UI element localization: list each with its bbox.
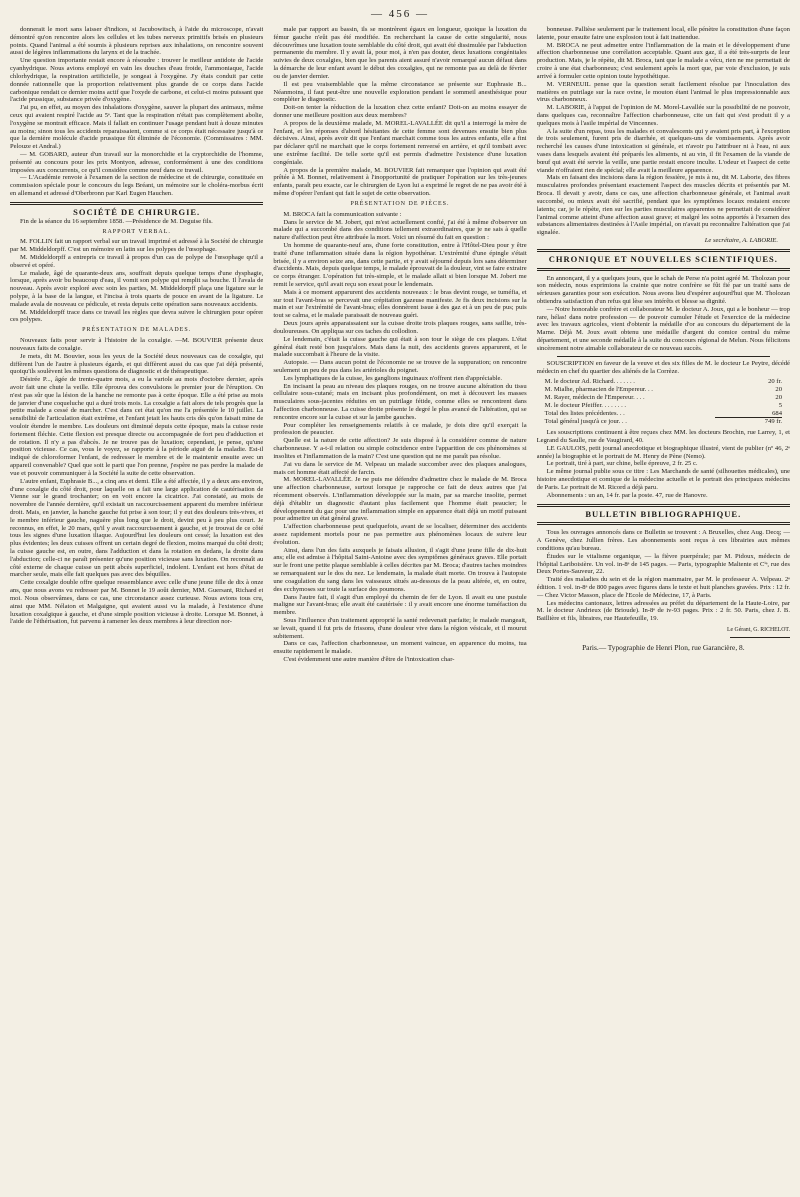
paragraph: En annonçant, il y a quelques jours, que le schah de Perse n'a point agréé M. Tholozan pour son médecin, nous exprimions la crainte que notre confrère se fût fié par un traité sans de sérieuses garanties pour son exécution. Nous avons lieu d'espérer aujourd'hui que M. Tholozan obtiendra satisfaction d'un refus qui lèse ses intérêts et blesse sa dignité. [536, 274, 790, 305]
paragraph: Dans l'autre fait, il s'agit d'un employé du chemin de fer de Lyon. Il avait eu une pustule maligne sur l'avant-bras; elle avait été cautérisée : il y avait encore une énorme tuméfaction du membre. [273, 593, 527, 617]
total-amount: 749 fr. [764, 418, 782, 426]
row-label: M. le docteur Ad. Richard. . . . . . . [544, 378, 635, 386]
paragraph: A la suite d'un repas, tous les malades et convalescents qui y avaient pris part, à l'exception de trois seulement, furent pris de diarrhée, et quelques-uns de vomissements. Après avoir recherché les causes d'une intoxication si générale, et n'avoir pu l'attribuer ni à l'eau, ni aux vases dans lesquels avaient été préparés les aliments, ni au vin, il fit l'examen de la viande de bœuf qui avait été servie la veille, une partie restait encore inculte. L'odeur et l'aspect de cette viande n'offraient rien de spécial; elle avait la meilleure apparence. [536, 127, 790, 174]
column-1 [10, 26, 263, 1172]
subheading: RAPPORT VERBAL. [102, 228, 171, 235]
paragraph: Sous l'influence d'un traitement approprié la santé redevenait parfaite; le malade mangeait, se levait, quand il fut pris de frissons, d'une douleur vive dans la région vésicale, et il mourut subitement. [273, 616, 527, 640]
section-heading: BULLETIN BIBLIOGRAPHIQUE. [585, 508, 742, 519]
paragraph: Tous les ouvrages annoncés dans ce Bulletin se trouvent : A Bruxelles, chez Aug. Decq; — A Genève, chez Jullien frères. Les abonnements sont reçus à ces librairies aux mêmes conditions qu'au bureau. [536, 529, 790, 552]
paragraph: Quelle est la nature de cette affection? Je suis disposé à la considérer comme de nature charbonneuse. Y a-t-il relation ou simple coïncidence entre l'apparition de ces phénomènes si insolites et l'inflammation de la main? C'est une question qui ne me paraît pas résolue. [273, 437, 527, 460]
paragraph: L'affection charbonneuse peut quelquefois, avant de se localiser, déterminer des accidents assez rapidement mortels pour ne pas permettre aux phénomènes locaux de suivre leur évolution. [273, 523, 527, 546]
double-rule [10, 202, 263, 205]
bibliography-entry: Traité des maladies du sein et de la région mammaire, par M. le professeur A. Velpeau. 2ᵉ édition. 1 vol. in-8ᵉ de 800 pages avec figures dans le texte et huit planches gravées. Prix : 12 fr. — Chez Victor Masson, place de l'Ecole de Médecine, 17, à Paris. [536, 576, 790, 599]
subscription-row [545, 386, 782, 394]
paragraph: LE GAULOIS, petit journal anecdotique et biographique illustré, vient de publier (nº 46, 2ᵉ année) la biographie et le portrait de M. Henry de Pène (Nemo). [536, 444, 790, 460]
paragraph: Le malade, âgé de quarante-deux ans, souffrait depuis quelque temps d'une dysphagie, lorsque, après avoir bu beaucoup d'eau, il vomit son polype qui remplit sa bouche. Il l'avala de nouveau. Après avoir exploré avec soin les parties, M. Middeldorpff plaça une ligature sur le polype, à la base de la langue, et l'incisa à trois quarts de pouce en avant de la ligature. Le malade avala de nouveau ce pédicule, et resta depuis cette opération sans nouveaux accidents. [10, 269, 264, 308]
secretary-signature: Le secrétaire, A. LABORIE. [704, 236, 778, 244]
row-amount: 684 [772, 409, 782, 417]
paragraph: M. Middeldorpff trace dans ce travail les règles que devra suivre le chirurgien pour opérer ces polypes. [10, 308, 264, 324]
row-label: M. le docteur Pfeiffer. . . . . . . . [544, 401, 627, 409]
row-label: M. Rayer, médecin de l'Empereur. . . . [544, 393, 645, 401]
bibliography-entry: Études sur le vitalisme organique, — la fièvre puerpérale; par M. Pidoux, médecin de l'hôpital Lariboisière. Un vol. in-8ᵉ de 145 pages. — Paris, typographie Maltente et Cⁱᵉ, rue des Deux Portes-Sauveur, 22. [536, 552, 790, 576]
paragraph: M. LABORIE, à l'appui de l'opinion de M. Morel-Lavallée sur la possibilité de ne pouvoir, dans quelques cas, reconnaître l'affection charbonneuse, cite un fait qui s'est produit il y a quelques mois à l'asile impérial de Vincennes. [536, 104, 790, 127]
paragraph: M. BROCA ne peut admettre entre l'inflammation de la main et le développement d'une affection charbonneuse une corrélation acceptable. Quant aux gaz, il a été très-surpris de leur production. Mais, je le répète, dit M. Broca, tant que le malade a vécu, rien ne me permettait de croire à une état charbonneux; c'est seulement après la mort que, par voie d'exclusion, je suis arrivé à formuler cette opinion toute hypothétique. [536, 41, 790, 80]
paragraph: male par rapport au bassin, ils se montrèrent égaux en longueur, quoique la luxation du fémur gauche n'eût pas été modifiée. En recherchant la cause de cette singularité, nous découvrîmes une luxation toute semblable du côté droit, qui avait été dissimulée par l'abduction permanente du membre. Il y avait là, pour moi, à n'en pas douter, deux luxations congénitales suivies de deux coxalgies, bien que les parents aient assuré n'avoir remarqué aucun défaut dans la démarche de leur enfant avant le début des coxalgies, qui ne remonte pas au delà de février ou de janvier dernier. [273, 26, 527, 80]
paragraph: Pour compléter les renseignements relatifs à ce malade, je dois dire qu'il exerçait la profession de peaucier. [273, 421, 527, 437]
paragraph: Je mets, dit M. Bouvier, sous les yeux de la Société deux nouveaux cas de coxalgie, qui diffèrent l'un de l'autre à plusieurs égards, et qui diffèrent aussi du cas que j'ai déjà présenté, quoiqu'ils soulèvent les mêmes questions de diagnostic et de thérapeutique. [10, 352, 264, 376]
paragraph: J'ai vu dans le service de M. Velpeau un malade succomber avec des plaques analogues, mais cet homme était affecté de farcin. [273, 460, 527, 476]
paragraph: A propos de la première malade, M. BOUVIER fait remarquer que l'opinion qui avait été prêtée à M. Bonnet, relativement à l'inopportunité de pratiquer l'opération sur les très-jeunes enfants, paraît peu exacte, car le chirurgien de Lyon lui a exprimé le regret de ne pas avoir été à même d'opérer l'enfant qui fait le sujet de cette observation. [273, 166, 527, 198]
row-label: M. Mialhe, pharmacien de l'Empereur. . . [544, 386, 653, 394]
row-label: Total des listes précédentes. . . [544, 409, 625, 417]
paragraph: Il est peu vraisemblable que la même circonstance se présente sur Euphrasie B... Néanmoins, il faut peut-être une nouvelle exploration pendant le sommeil anesthésique pour compléter le diagnostic. [273, 80, 527, 104]
column-2 [273, 26, 526, 1172]
newspaper-page [10, 8, 790, 1178]
paragraph: — Notre honorable confrère et collaborateur M. le docteur A. Joux, qui a le bonheur — trop rare, hélas! dans notre profession — de pouvoir cumuler l'étude et l'exercice de la médecine avec les travaux agricoles, vient d'obtenir la médaille d'or au concours du département de la Marne. Déjà M. Joux avait obtenu une médaille d'argent du comice central du même département, et une seconde médaille à la suite du concours régional de Melun. Nous félicitons sincèrement notre aimable collaborateur de ce nouveau succès. [536, 305, 790, 352]
subscription-total [545, 418, 782, 426]
double-rule [537, 249, 790, 252]
paragraph: C'est évidemment une autre manière d'être de l'intoxication char- [283, 656, 455, 663]
paragraph: Mais à ce moment apparurent des accidents nouveaux : le bras devint rouge, se tuméfia, et sur tout l'avant-bras se percevait une crépitation gazeuse manifeste. Je fis deux incisions sur la main et sur l'extrémité de l'avant-bras; elles donnèrent issue à des gaz et à un peu de pus; puis tout se calma, et le malade paraissait de nouveau guéri. [273, 288, 527, 320]
paragraph: M. FOLLIN fait un rapport verbal sur un travail imprimé et adressé à la Société de chirurgie par M. Middeldorpff. C'est un mémoire en latin sur les polypes de l'œsophage. [10, 238, 264, 254]
subscription-table [545, 378, 782, 426]
paragraph: — L'Académie renvoie à l'examen de la section de médecine et de chirurgie, constituée en commission spéciale pour le concours du legs Bréant, un mémoire sur le choléra-morbus écrit en allemand et adressé d'Oberbronn par Karl Eugen Hauchen. [10, 174, 264, 198]
paragraph: Une question importante restait encore à résoudre : trouver le meilleur antidote de l'acide cyanhydrique. Nous avions employé en vain les douches d'eau froide, l'ammoniaque, l'acide chlorhydrique, la respiration artificielle, je songeai à l'oxygène. J'y étais conduit par cette donnée rationnelle que la proportion relativement plus grande de ce corps dans l'acide carbonique rendait ce dernier moins actif que l'oxyde de carbone, et celui-ci moins puissant que l'acide prussique, substance privée d'oxygène. [10, 57, 264, 104]
gerant-line: Le Gérant, G. RICHELOT. [726, 627, 790, 634]
paragraph: Abonnements : un an, 14 fr. par la poste. 47, rue de Hanovre. [546, 491, 708, 499]
columns [10, 26, 790, 1172]
column-3 [537, 26, 790, 1172]
paragraph: A propos de la deuxième malade, M. MOREL-LAVALLÉE dit qu'il a interrogé la mère de l'enfant, et les réponses d'abord hésitantes de cette femme sont devenues ensuite bien plus décisives. Ainsi, après avoir dit que l'enfant marchait comme tous les autres enfants, elle a fini par déclarer qu'il ne marchait que le corps fortement renversé en arrière, et qu'il tombait avec une extrême facilité. De telle sorte qu'il est permis d'admettre l'existence d'une luxation congéniale. [273, 119, 527, 166]
row-amount: 5 [778, 401, 782, 409]
paragraph: Deux jours après apparaissaient sur la cuisse droite trois plaques rouges, sans saillie, très-douloureuses. On appliqua sur ces taches du collodion. [273, 320, 527, 335]
paragraph: Cette coxalgie double offre quelque ressemblance avec celle d'une jeune fille de dix à onze ans, que nous avons vu redresser par M. Bonnet le 19 août dernier, MM. Guersant, Richard et moi. Nous observâmes, dans ce cas, une circonstance assez curieuse. Nous avions tous cru, ainsi que MM. Nélaton et Malgaigne, qui avaient aussi vu la malade, à l'existence d'une luxation coxalgique à gauche, et d'une simple position vicieuse à droite. Lorsque M. Bonnet, à l'aide de l'éthérisation, fut parvenu à ramener les deux membres à leur direction nor- [10, 579, 264, 626]
paragraph: Ainsi, dans l'un des faits auxquels je faisais allusion, il s'agit d'une jeune fille de dix-huit ans; elle est admise à l'hôpital Saint-Antoine avec des symptômes généraux graves. Elle portait sur le front une petite plaque semblable à celles décrites par M. Broca; d'autres taches moindres se remarquaient sur le dos du nez. Le lendemain, la malade était morte. On trouva à l'autopsie une coagulation du sang dans les vaisseaux situés au-dessous de la peau altérée, et, en outre, des ecchymoses sur toute la surface des poumons. [273, 546, 527, 593]
subheading: PRÉSENTATION DE PIÈCES. [350, 200, 450, 207]
section-heading: SOCIÉTÉ DE CHIRURGIE. [73, 206, 201, 217]
subheading: PRÉSENTATION DE MALADES. [82, 327, 192, 334]
paragraph: En incisant la peau au niveau des plaques rouges, on ne trouve aucune altération du tissu cellulaire sous-cutané; mais en incisant plus profondément, on met à découvert les masses musculaires sous-jacentes réduites en un putrilage fétide, comme elles se rencontrent dans l'affection charbonneuse. La cuisse droite présente le degré le plus avancé de l'altération, qui se rencontre encore sur la cuisse et sur la jambe gauches. [273, 382, 527, 421]
paragraph: bonneuse. Pallièse seulement par le traitement local, elle pénètre la constitution d'une façon latente, pour ensuite faire une explosion tout à fait inattendue. [536, 26, 790, 41]
paragraph: M. MOREL-LAVALLÉE. Je ne puis me défendre d'admettre chez le malade de M. Broca une affection charbonneuse, surtout lorsque je rapproche ce fait de deux autres que j'ai récemment observés. L'inflammation développée sur la main, par sa marche insolite, permet déjà d'établir un diagnostic d'autant plus facilement que l'homme était peaucier; le développement du gaz pour une inflammation simple en apparence était déjà un motif puissant pour admettre un état général grave. [273, 476, 527, 523]
row-amount: 20 [775, 386, 782, 394]
paragraph: Désirée P..., âgée de trente-quatre mois, a eu la variole au mois d'octobre dernier, après avoir fait une chute la veille. Elle éprouva des convulsions le premier jour de l'éruption. On n'est pas sûr que la lésion de la hanche ne remonte pas à cette époque. Elle a été prise au mois de janvier d'une coqueluche qui a duré trois mois. La coxalgie a fait alors de tels progrès que la petite malade a cessé de marcher. C'est dans cet état qu'on me l'a présentée le 10 juillet. La sensibilité de l'articulation était extrême, et l'enfant jetait les hauts cris dès qu'on faisait mine de vouloir étendre le membre. Les douleurs ont diminué depuis cette époque, mais la cuisse reste fortement fléchie. Cette flexion est presque directe ou accompagnée de fort peu d'adduction et de rotation. Il n'y a pas d'abcès. Je ne trouve pas de luxation; cependant, je pense, qu'une position vicieuse. Ce cas, vous le voyez, se rapporte à la période aiguë de la maladie. Est-il indiqué de chloroformer l'enfant, de redresser le membre et de le maintenir ensuite avec un appareil convenable? Quel que soit le parti que l'on prenne, j'espère ne pas perdre la malade de vue et pouvoir communiquer à la Société la suite de cette observation. [10, 376, 264, 477]
paragraph: Nouveaux faits pour servir à l'histoire de la coxalgie. —M. BOUVIER présente deux nouveaux faits de coxalgie. [10, 337, 264, 352]
double-rule [537, 268, 790, 271]
paragraph: Un homme de quarante-neuf ans, d'une forte constitution, entre à l'Hôtel-Dieu pour y être traité d'une inflammation située dans la région hypothénar. L'extrémité d'une épingle s'était brisée, il y a environ seize ans, dans cette partie, et y avait séjourné depuis lors sans déterminer d'accidents. Mais, depuis quelque temps, le malade éprouvait de la douleur, vint se faire extraire ce corps étranger. L'opération fut très-simple, et le malade allait si bien lorsque M. Jobert me remit le service, qu'il avait reçu son exeat pour le lendemain. [273, 241, 527, 288]
row-amount: 20 [775, 393, 782, 401]
paragraph: L'autre enfant, Euphrasie B..., a cinq ans et demi. Elle a été affectée, il y a deux ans environ, d'une coxalgie du côté droit, pour laquelle on a fait une large application de cautérisation de Vienne sur le grand trochanter; on en voit encore la cicatrice. J'ai constaté, au mois de novembre de l'année dernière, qu'il existait un raccourcissement apparent du membre inférieur droit. Mais, en janvier, la hanche gauche fut prise à son tour; il y eut des douleurs très-vives, et le membre inférieur gauche, naguère plus long que le droit, devint peu à peu plus court. Je reconnus, en effet, le 20 mars, qu'il y avait raccourcissement à gauche, et je trouvai de ce côté tous les signes d'une luxation iliaque. Aujourd'hui les douleurs ont cessé; la luxation est des plus évidentes; les deux cuisses offrent un certain degré de flexion, moins marqué du côté droit; la cuisse gauche est, en outre, dans l'adduction et dans la rotation en dedans, la droite dans l'abduction; celle-ci ne paraît présenter qu'une position vicieuse sans luxation. On reconnaît au côté externe de chaque cuisse un petit abcès superficiel, indolent. L'enfant est hors d'état de marcher seule, mais elle fait quelques pas avec des béquilles. [10, 477, 264, 579]
rule [730, 637, 790, 638]
double-rule [537, 504, 790, 507]
paragraph: Doit-on tenter la réduction de la luxation chez cette enfant? Doit-on au moins essayer de donner une meilleure position aux deux membres? [273, 104, 527, 119]
paragraph: Le même journal publie sous ce titre : Les Marchands de santé (silhouettes médicales), une histoire anecdotique et comique de la médecine actuelle et le portrait des principaux médecins de Paris. Le portrait de M. Ricord a déjà paru. [536, 468, 790, 491]
paragraph: M. BROCA fait la communication suivante : [283, 210, 402, 218]
paragraph: Dans le service de M. Jobert, qui m'est actuellement confié, j'ai été à même d'observer un malade qui a succombé dans des conditions tellement extraordinaires, que je ne sais à quelle nature d'affection peut être attribuée la mort. Voici un résumé du fait en question : [273, 218, 527, 242]
subscription-row [545, 410, 782, 418]
subscription-row [545, 402, 782, 410]
subscription-row [545, 394, 782, 402]
paragraph: Mais en faisant des incisions dans la région fessière, je mis à nu, dit M. Laborie, des fibres musculaires profondes présentant exactement l'aspect des muscles décrits et présentés par M. Broca. Il devait y avoir, dans ce cas, une affection charbonneuse générale, et l'animal avait succombé, ou mieux avait été sacrifié, pendant que les symptômes locaux restaient encore latents; car, je le répète, rien sur les parties musculaires apparentes ne permettait de considérer l'animal comme atteint d'une affection aussi grave; et malgré les soins apportés à l'examen des substances alimentaires destinées à l'Asile impérial, on n'avait pu reconnaître l'altération que j'ai signalée. [536, 174, 790, 237]
paragraph: Fin de la séance du 16 septembre 1858. —Présidence de M. Deguise fils. [20, 217, 213, 225]
paragraph: Les souscriptions continuent à être reçues chez MM. les docteurs Brochin, rue Larrey, 1, et Legrand du Saulle, rue de Vaugirard, 40. [536, 429, 790, 444]
total-label: Total général jusqu'à ce jour. . . [544, 418, 627, 426]
row-amount: 20 fr. [768, 378, 782, 386]
paragraph: Dans ce cas, l'affection charbonneuse, un moment vaincue, en apparence du moins, tua ensuite rapidement le malade. [273, 640, 527, 656]
paragraph: Le portrait, tiré à part, sur chine, belle épreuve, 2 fr. 25 c. [546, 460, 698, 468]
rule [557, 356, 770, 357]
page-number: — 456 — [371, 8, 429, 20]
paragraph: M. Middeldorpff a entrepris ce travail à propos d'un cas de polype de l'œsophage qu'il a observé et opéré. [10, 253, 264, 269]
subscription-row [545, 378, 782, 386]
section-heading: CHRONIQUE ET NOUVELLES SCIENTIFIQUES. [548, 253, 778, 264]
bibliography-entry: Les médecins cantonaux, lettres adressées au préfet du département de la Haute-Loire, par M. le docteur Andrieux (de Brioude). In-8ᵉ de iv-93 pages. Prix : 2 fr. 50. Paris, chez J. B. Baillière et fils, libraires, rue Hautefeuille, 19. [536, 599, 790, 623]
paragraph: donnerait le mort sans laisser d'indices, si Jacubowitsch, à l'aide du microscope, n'avait démontré qu'on rencontre alors les cellules et les tubes nerveux primitifs brisés en plusieurs points. Quand l'animal a été soumis à plusieurs reprises aux inhalations, on rencontre souvent aussi de légères inflammations du larynx et de la trachée. [10, 26, 264, 57]
paragraph: M. VERNEUIL pense que la question serait facilement résolue par l'inoculation des matières en putrilage sur la race ovine, le mouton étant l'animal le plus impressionnable aux virus charbonneux. [536, 80, 790, 104]
double-rule [537, 522, 790, 525]
paragraph: Le lendemain, c'était la cuisse gauche qui était à son tour le siège de ces plaques. L'état général était resté bon jusqu'alors. Mais dans la nuit, des accidents graves apparurent, et le malade succombait à l'heure de la visite. [273, 335, 527, 359]
paragraph: — M. GOBARD, auteur d'un travail sur la monorchidie et la cryptorchidie de l'homme, présenté au concours pour les prix Montyon, adresse, conformément à une des conditions imposées aux concurrents, ce qu'il considère comme neuf dans ce travail. [10, 151, 264, 174]
imprint: Paris.— Typographie de Henri Plon, rue Garancière, 8. [582, 642, 745, 652]
paragraph: Les lymphatiques de la cuisse, les ganglions inguinaux n'offrent rien d'appréciable. [283, 374, 503, 382]
subscription-title: SOUSCRIPTION en faveur de la veuve et des six filles de M. le docteur Le Peytre, décédé médecin en chef du quartier des aliénés de la Corrèze. [536, 359, 790, 375]
paragraph: Autopsie. — Dans aucun point de l'économie ne se trouve de la suppuration; on rencontre seulement un peu de pus dans les artérioles du poignet. [273, 359, 527, 374]
paragraph: J'ai pu, en effet, au moyen des inhalations d'oxygène, sauver la plupart des animaux, même ceux qui avaient respiré l'acide au 5ᵉ. Tant que la respiration n'était pas complètement abolie, l'oxygène se montrait efficace. Mais il fallait en continuer l'usage pendant huit à douze minutes au moins; sinon tous les accidents reparaissaient, comme si ce corps était nécessaire jusqu'à ce que la dernière molécule d'acide prussique fût éliminée de l'économie. (Commissaires : MM. Pelouze et Andral.) [10, 104, 264, 151]
